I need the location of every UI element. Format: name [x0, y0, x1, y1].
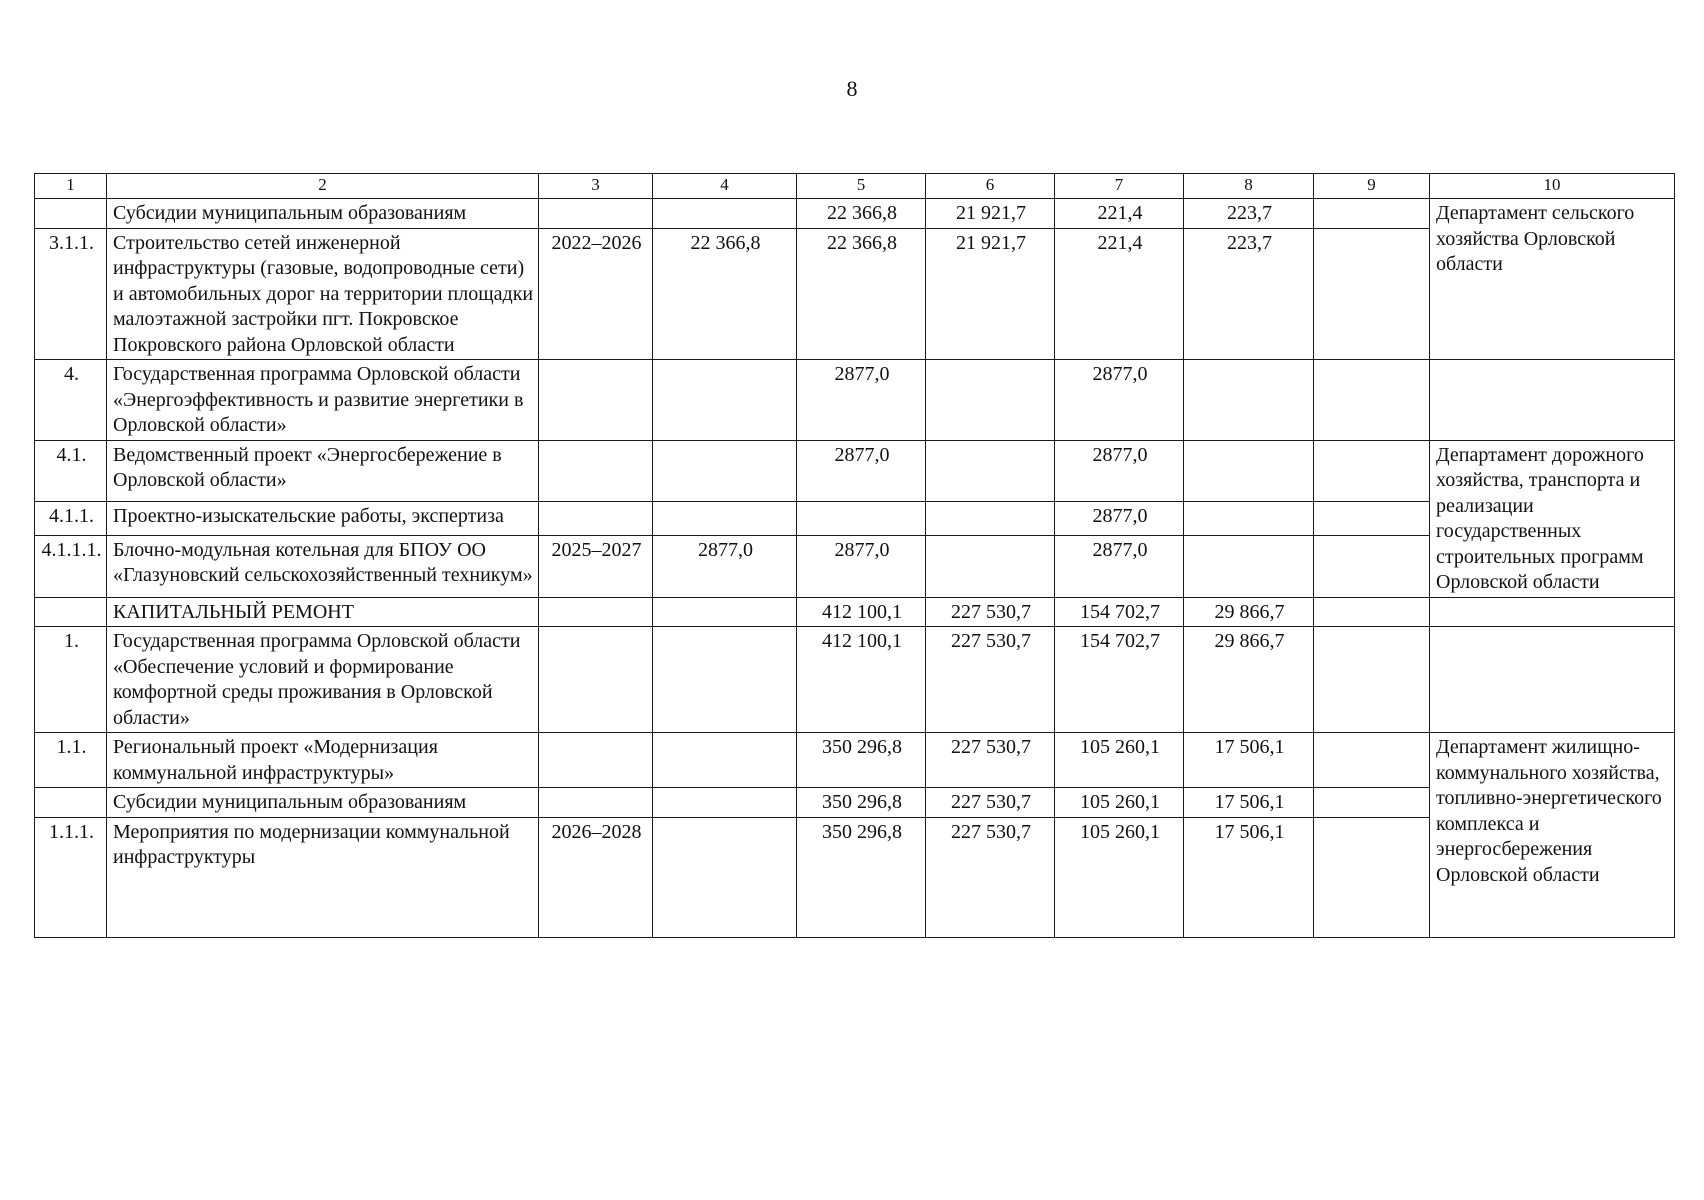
column-number: 9	[1314, 174, 1430, 199]
value-cell	[1314, 199, 1430, 229]
row-name: Строительство сетей инженерной инфраструктуры (газовые, водопроводные сети) и автомобильных дорог на территории площадки малоэтажной застройки пгт. Покровское Покровского района Орловской области	[107, 228, 539, 360]
value-cell: 29 866,7	[1184, 597, 1314, 627]
cost-cell: 2877,0	[653, 535, 797, 597]
row-name: Проектно-изыскательские работы, экспертиза	[107, 502, 539, 535]
column-number: 4	[653, 174, 797, 199]
value-cell: 29 866,7	[1184, 627, 1314, 733]
value-cell: 105 260,1	[1055, 817, 1184, 937]
row-number: 4.1.	[35, 440, 107, 502]
table-row	[35, 627, 1675, 733]
row-name: Блочно-модульная котельная для БПОУ ОО «Глазуновский сельскохозяйственный техникум»	[107, 535, 539, 597]
value-cell: 154 702,7	[1055, 627, 1184, 733]
total-cell: 2877,0	[797, 440, 926, 502]
value-cell	[1184, 440, 1314, 502]
row-name: Мероприятия по модернизации коммунальной инфраструктуры	[107, 817, 539, 937]
period-cell: 2022–2026	[539, 228, 653, 360]
table-row	[35, 502, 1675, 535]
table-row	[35, 788, 1675, 818]
value-cell	[926, 360, 1055, 441]
column-number: 5	[797, 174, 926, 199]
responsible-cell: Департамент сельского хозяйства Орловской области	[1430, 199, 1675, 360]
cost-cell	[653, 817, 797, 937]
value-cell	[1314, 788, 1430, 818]
column-number: 6	[926, 174, 1055, 199]
table-row	[35, 597, 1675, 627]
row-name: Государственная программа Орловской области «Энергоэффективность и развитие энергетики в Орловской области»	[107, 360, 539, 441]
value-cell: 223,7	[1184, 199, 1314, 229]
responsible-cell	[1430, 360, 1675, 441]
value-cell	[1314, 360, 1430, 441]
row-number: 4.1.1.	[35, 502, 107, 535]
column-number: 10	[1430, 174, 1675, 199]
responsible-cell	[1430, 597, 1675, 627]
total-cell	[797, 502, 926, 535]
column-number-row	[35, 174, 1675, 199]
table-row	[35, 440, 1675, 502]
value-cell: 227 530,7	[926, 597, 1055, 627]
row-name: Региональный проект «Модернизация коммунальной инфраструктуры»	[107, 733, 539, 788]
period-cell	[539, 360, 653, 441]
table-row	[35, 360, 1675, 441]
row-number	[35, 597, 107, 627]
period-cell	[539, 199, 653, 229]
column-number: 7	[1055, 174, 1184, 199]
total-cell: 350 296,8	[797, 733, 926, 788]
value-cell: 227 530,7	[926, 733, 1055, 788]
row-number: 1.1.	[35, 733, 107, 788]
value-cell: 2877,0	[1055, 535, 1184, 597]
cost-cell	[653, 360, 797, 441]
page-number: 8	[846, 76, 858, 101]
total-cell: 412 100,1	[797, 627, 926, 733]
value-cell	[1314, 502, 1430, 535]
value-cell: 17 506,1	[1184, 733, 1314, 788]
period-cell	[539, 627, 653, 733]
value-cell	[1184, 535, 1314, 597]
row-name: Ведомственный проект «Энергосбережение в Орловской области»	[107, 440, 539, 502]
cost-cell	[653, 502, 797, 535]
period-cell: 2025–2027	[539, 535, 653, 597]
value-cell	[1184, 502, 1314, 535]
row-number	[35, 199, 107, 229]
value-cell	[1314, 817, 1430, 937]
value-cell: 21 921,7	[926, 199, 1055, 229]
cost-cell	[653, 199, 797, 229]
total-cell: 22 366,8	[797, 228, 926, 360]
program-table	[34, 173, 1675, 938]
row-number: 1.	[35, 627, 107, 733]
column-number: 3	[539, 174, 653, 199]
responsible-cell: Департамент дорожного хозяйства, транспорта и реализации государственных строительных программ Орловской области	[1430, 440, 1675, 597]
column-number: 1	[35, 174, 107, 199]
responsible-cell	[1430, 627, 1675, 733]
column-number: 8	[1184, 174, 1314, 199]
total-cell: 350 296,8	[797, 817, 926, 937]
period-cell	[539, 788, 653, 818]
cost-cell	[653, 733, 797, 788]
value-cell: 2877,0	[1055, 502, 1184, 535]
value-cell	[1314, 733, 1430, 788]
table-row	[35, 535, 1675, 597]
total-cell: 22 366,8	[797, 199, 926, 229]
table-row	[35, 733, 1675, 788]
value-cell: 154 702,7	[1055, 597, 1184, 627]
total-cell: 412 100,1	[797, 597, 926, 627]
row-name: Субсидии муниципальным образованиям	[107, 788, 539, 818]
row-number: 4.	[35, 360, 107, 441]
period-cell: 2026–2028	[539, 817, 653, 937]
value-cell: 221,4	[1055, 199, 1184, 229]
value-cell	[1314, 228, 1430, 360]
total-cell: 2877,0	[797, 360, 926, 441]
value-cell: 227 530,7	[926, 788, 1055, 818]
value-cell: 227 530,7	[926, 817, 1055, 937]
period-cell	[539, 597, 653, 627]
row-number: 1.1.1.	[35, 817, 107, 937]
period-cell	[539, 733, 653, 788]
value-cell	[1184, 360, 1314, 441]
row-name: Субсидии муниципальным образованиям	[107, 199, 539, 229]
value-cell: 227 530,7	[926, 627, 1055, 733]
value-cell	[926, 440, 1055, 502]
cost-cell	[653, 597, 797, 627]
row-name: КАПИТАЛЬНЫЙ РЕМОНТ	[107, 597, 539, 627]
value-cell: 17 506,1	[1184, 788, 1314, 818]
value-cell: 223,7	[1184, 228, 1314, 360]
cost-cell	[653, 788, 797, 818]
value-cell: 21 921,7	[926, 228, 1055, 360]
row-number: 4.1.1.1.	[35, 535, 107, 597]
cost-cell	[653, 627, 797, 733]
value-cell	[1314, 597, 1430, 627]
value-cell	[926, 502, 1055, 535]
total-cell: 350 296,8	[797, 788, 926, 818]
value-cell: 2877,0	[1055, 440, 1184, 502]
responsible-cell: Департамент жилищно-коммунального хозяйства, топливно-энергетического комплекса и энергосбережения Орловской области	[1430, 733, 1675, 938]
cost-cell	[653, 440, 797, 502]
table-row	[35, 228, 1675, 360]
row-number	[35, 788, 107, 818]
value-cell	[1314, 627, 1430, 733]
period-cell	[539, 502, 653, 535]
cost-cell: 22 366,8	[653, 228, 797, 360]
value-cell	[926, 535, 1055, 597]
value-cell	[1314, 440, 1430, 502]
row-name: Государственная программа Орловской области «Обеспечение условий и формирование комфортной среды проживания в Орловской области»	[107, 627, 539, 733]
table-row	[35, 817, 1675, 937]
value-cell: 2877,0	[1055, 360, 1184, 441]
column-number: 2	[107, 174, 539, 199]
value-cell: 17 506,1	[1184, 817, 1314, 937]
value-cell	[1314, 535, 1430, 597]
total-cell: 2877,0	[797, 535, 926, 597]
table-row	[35, 199, 1675, 229]
value-cell: 221,4	[1055, 228, 1184, 360]
period-cell	[539, 440, 653, 502]
value-cell: 105 260,1	[1055, 788, 1184, 818]
value-cell: 105 260,1	[1055, 733, 1184, 788]
row-number: 3.1.1.	[35, 228, 107, 360]
